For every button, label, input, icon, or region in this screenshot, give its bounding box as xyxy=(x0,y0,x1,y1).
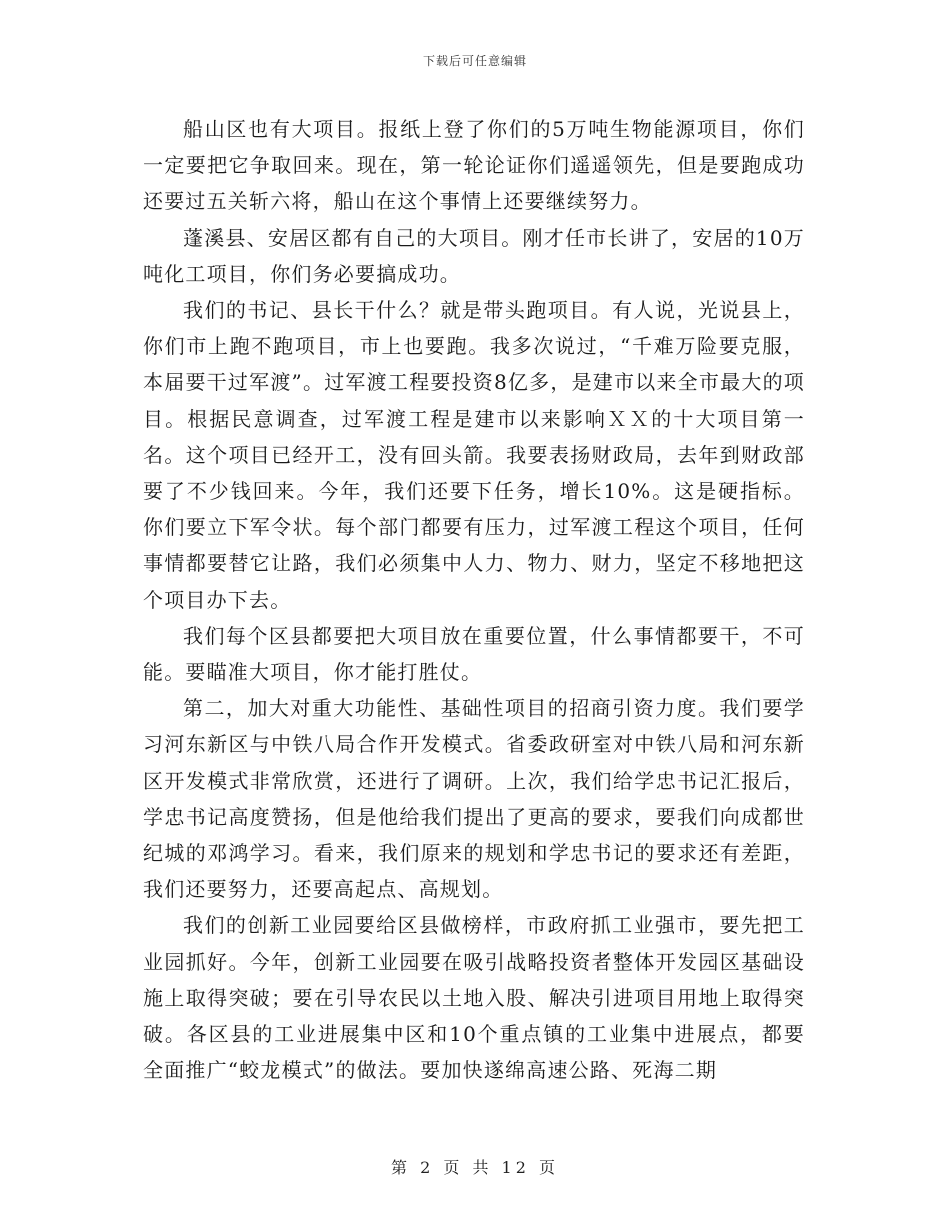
paragraph-6: 我们的创新工业园要给区县做榜样，市政府抓工业强市，要先把工业园抓好。今年，创新工业园要在吸引战略投资者整体开发园区基础设施上取得突破；要在引导农民以土地入股、解决引进项目用地上取得突破。各区县的工业进展集中区和10个重点镇的工业集中进展点，都要全面推广“蛟龙模式”的做法。要加快遂绵高速公路、死海二期 xyxy=(143,913,805,1083)
paragraph-1: 船山区也有大项目。报纸上登了你们的5万吨生物能源项目，你们一定要把它争取回来。现在，第一轮论证你们遥遥领先，但是要跑成功还要过五关斩六将，船山在这个事情上还要继续努力。 xyxy=(143,117,805,214)
page-footer: 第 2 页 共 12 页 xyxy=(391,1158,559,1177)
paragraph-5: 第二，加大对重大功能性、基础性项目的招商引资力度。我们要学习河东新区与中铁八局合作开发模式。省委政研室对中铁八局和河东新区开发模式非常欣赏，还进行了调研。上次，我们给学忠书记汇报后，学忠书记高度赞扬，但是他给我们提出了更高的要求，要我们向成都世纪城的邓鸿学习。看来，我们原来的规划和学忠书记的要求还有差距，我们还要努力，还要高起点、高规划。 xyxy=(143,696,805,902)
document-body xyxy=(143,111,805,1088)
paragraph-4: 我们每个区县都要把大项目放在重要位置，什么事情都要干，不可能。要瞄准大项目，你才能打胜仗。 xyxy=(143,623,805,685)
paragraph-2: 蓬溪县、安居区都有自己的大项目。刚才任市长讲了，安居的10万吨化工项目，你们务必要搞成功。 xyxy=(143,225,805,286)
page-header: 下载后可任意编辑 xyxy=(422,54,527,68)
paragraph-3: 我们的书记、县长干什么？就是带头跑项目。有人说，光说县上，你们市上跑不跑项目，市上也要跑。我多次说过，“千难万险要克服，本届要干过军渡”。过军渡工程要投资8亿多，是建市以来全市最大的项目。根据民意调查，过军渡工程是建市以来影响ＸＸ的十大项目第一名。这个项目已经开工，没有回头箭。我要表扬财政局，去年到财政部要了不少钱回来。今年，我们还要下任务，增长10%。这是硬指标。你们要立下军令状。每个部门都要有压力，过军渡工程这个项目，任何事情都要替它让路，我们必须集中人力、物力、财力，坚定不移地把这个项目办下去。 xyxy=(143,298,805,612)
